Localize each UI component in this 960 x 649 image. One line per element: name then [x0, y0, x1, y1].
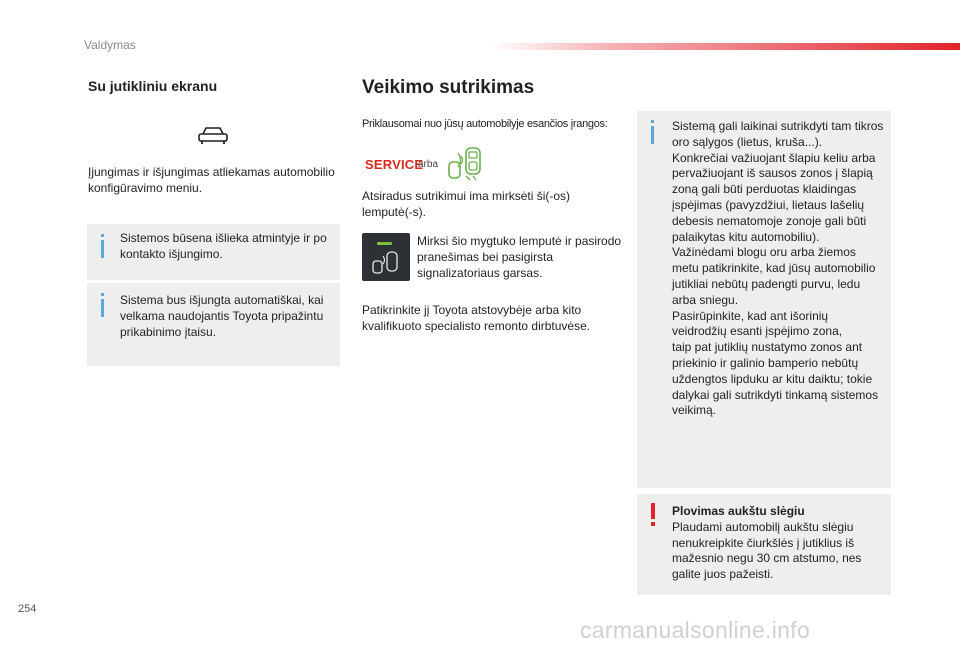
- note-towing-text: Sistema bus išjungta automatiškai, kai velkama naudojantis Toyota pripažintu prikabinimo įtaisu.: [120, 293, 324, 339]
- blind-spot-warning-icon: [446, 146, 484, 184]
- warning-icon: [651, 503, 655, 519]
- info-icon-dot: [101, 234, 104, 237]
- info-icon-dot: [101, 293, 104, 296]
- washing-note-text: Plovimas aukštu slėgiu Plaudami automobilį aukštu slėgiu nenukreipkite čiurkšlės į jutiklius iš mažesnio negu 30 cm atstumo, nes galite juos pažeisti.: [672, 504, 888, 583]
- check-dealer-text: Patikrinkite jį Toyota atstovybėje arba kito kvalifikuoto specialisto remonto dirbtuvėse.: [362, 303, 591, 333]
- button-car-icon: [369, 250, 403, 276]
- section-header: Valdymas: [84, 38, 136, 52]
- warning-icon-dot: [651, 522, 655, 526]
- service-warning-lamp: SERVICE: [365, 157, 424, 172]
- car-icon: [197, 126, 229, 146]
- equipment-intro: Priklausomai nuo jūsų automobilyje esančios įrangos:: [362, 118, 608, 130]
- washing-note-title: Plovimas aukštu slėgiu: [672, 504, 805, 518]
- info-icon-dot: [651, 120, 654, 123]
- left-intro-text: Įjungimas ir išjungimas atliekamas automobilio konfigūravimo meniu.: [88, 165, 335, 195]
- or-label: arba: [418, 159, 439, 170]
- middle-section-title: Veikimo sutrikimas: [362, 77, 535, 98]
- info-icon: [101, 299, 104, 317]
- info-note-weather: [637, 111, 891, 488]
- header-accent-bar: [490, 43, 960, 50]
- watermark: carmanualsonline.info: [580, 617, 811, 643]
- left-section-title: Su jutikliniu ekranu: [88, 78, 218, 94]
- blind-spot-button[interactable]: [362, 233, 410, 281]
- info-icon: [651, 126, 654, 144]
- page-number: 254: [18, 603, 37, 615]
- warning-note-washing: [637, 494, 891, 595]
- note-memory-text: Sistemos būsena išlieka atmintyje ir po kontakto išjungimo.: [120, 231, 327, 261]
- button-status-led: [377, 242, 392, 245]
- info-note-towing: [87, 283, 340, 366]
- info-icon: [101, 240, 104, 258]
- button-flash-text: Mirksi šio mygtuko lemputė ir pasirodo pranešimas bei pasigirsta signalizatoriaus garsas.: [417, 234, 622, 280]
- lamp-flash-text: Atsiradus sutrikimui ima mirksėti ši(-os) lemputė(-s).: [362, 189, 571, 219]
- weather-note-text: Sistemą gali laikinai sutrikdyti tam tikros oro sąlygos (lietus, kruša...). Konkrečiai važiuojant šlapiu keliu arba pervažiuojant iš sausos zonos į šlapią zoną gali būti perduotas klaidingas įspėjimas (pavyzdžiui, lietaus lašelių debesis nematomoje zonoje gali būti palaikytas kitu automobiliu). Važinėdami blogu oru arba žiemos metu patikrinkite, kad jūsų automobilio jutikliai nebūtų padengti purvu, ledu arba sniegu. Pasirūpinkite, kad ant išorinių veidrodžių esanti įspėjimo zona, taip pat jutiklių nustatymo zonos ant priekinio ir galinio bamperio nebūtų uždengtos lipduku ar kitu daiktu; tokie dalykai gali sutrikdyti tinkamą sistemos veikimą.: [672, 119, 884, 418]
- info-note-memory: [87, 224, 340, 280]
